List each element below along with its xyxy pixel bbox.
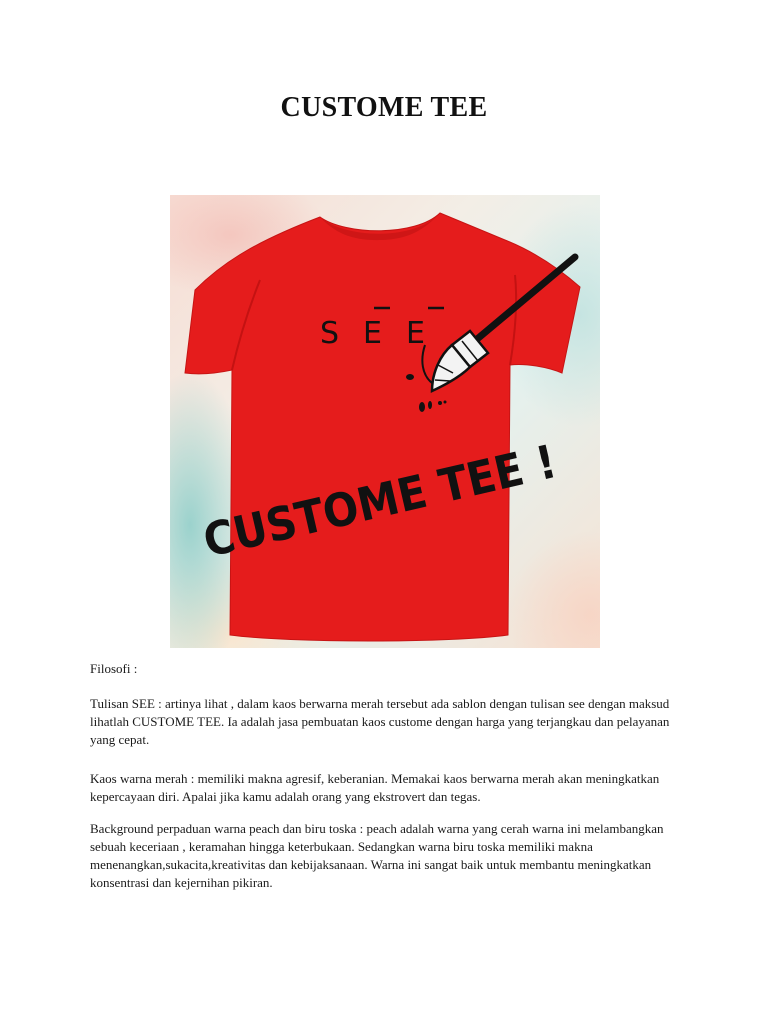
paragraph-red-color: [90, 770, 680, 806]
document-title: CUSTOME TEE: [280, 92, 488, 123]
see-print-text: SEE: [320, 316, 449, 351]
section-label: Filosofi :: [90, 661, 138, 676]
slogan-text: CUSTOME TEE !: [198, 425, 600, 568]
paragraph-2-text: Kaos warna merah : memiliki makna agresif, keberanian. Memakai kaos berwarna merah akan meningkatkan kepercayaan diri. Apalai jika kamu adalah orang yang ekstrovert dan tegas.: [90, 771, 660, 804]
paint-drop: [428, 401, 432, 409]
paragraph-1-text: Tulisan SEE : artinya lihat , dalam kaos berwarna merah tersebut ada sablon dengan tulisan see dengan maksud lihatlah CUSTOME TEE. Ia adalah jasa pembuatan kaos custome dengan harga yang terjangkau dan pelayanan yang cepat.: [90, 696, 670, 747]
paint-drop: [419, 402, 425, 412]
paint-drop: [406, 374, 414, 380]
tshirt-photo: [170, 195, 600, 648]
paragraph-see-meaning: [90, 695, 680, 749]
red-tshirt: [185, 213, 600, 641]
tshirt-illustration: [170, 195, 600, 648]
paragraph-3-text: Background perpaduan warna peach dan biru toska : peach adalah warna yang cerah warna ini melambangkan sebuah keceriaan , keramahan hingga keterbukaan. Sedangkan warna biru toska memiliki makna menenangkan,sukacita,kreativitas dan kebijaksanaan. Warna ini sangat baik untuk membantu meningkatkan konsentrasi dan kejernihan pikiran.: [90, 821, 664, 890]
paragraph-background-color: [90, 820, 680, 892]
paint-drop: [444, 401, 447, 404]
paint-drop: [438, 401, 442, 405]
